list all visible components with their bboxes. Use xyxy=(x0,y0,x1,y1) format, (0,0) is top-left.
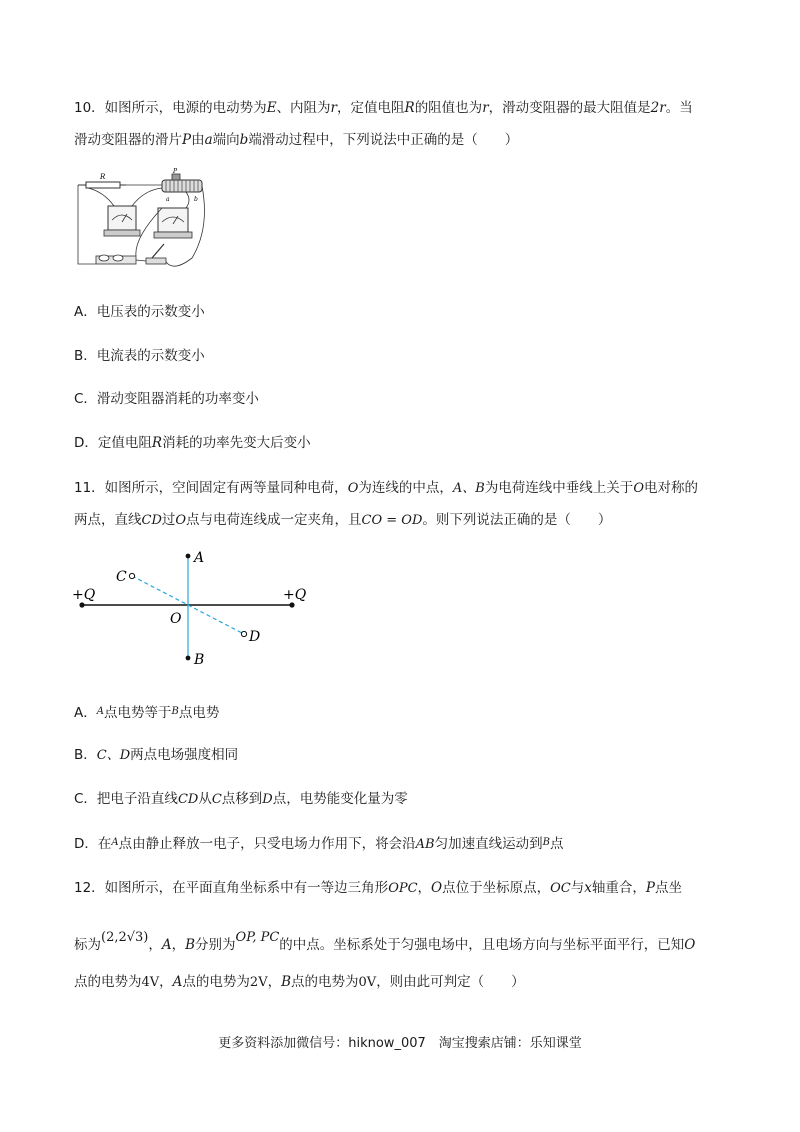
q10-circuit-figure xyxy=(74,168,214,276)
q11-charge-figure xyxy=(70,548,310,673)
q10-line-1: 10．如图所示，电源的电动势为E、内阻为r，定值电阻R的阻值也为r，滑动变阻器的最大阻值是2r。当 xyxy=(74,100,693,116)
label-b: B xyxy=(194,652,205,668)
label-d: D xyxy=(249,629,261,645)
charge-right xyxy=(289,602,294,607)
battery xyxy=(96,255,136,264)
q11-option-b[interactable]: B．C、D两点电场强度相同 xyxy=(74,747,239,763)
point-b xyxy=(186,656,191,661)
q11-option-c[interactable]: C．把电子沿直线CD从C点移到D点，电势能变化量为零 xyxy=(74,791,408,807)
label-a: A xyxy=(194,550,205,566)
point-a xyxy=(186,554,191,559)
q10-option-b[interactable]: B．电流表的示数变小 xyxy=(74,348,205,364)
q10-option-a[interactable]: A．电压表的示数变小 xyxy=(74,304,205,320)
q10-option-d[interactable]: D．定值电阻R消耗的功率先变大后变小 xyxy=(74,435,311,451)
q11-line-1: 11．如图所示，空间固定有两等量同种电荷，O为连线的中点，A、B为电荷连线中垂线上关于O电对称的 xyxy=(74,480,698,496)
q11-line-2: 两点，直线CD过O点与电荷连线成一定夹角，且CO = OD。则下列说法正确的是（ ） xyxy=(74,512,612,528)
q12-line-2: 标为(2,2√3)，A，B分别为OP, PC的中点。坐标系处于匀强电场中，且电场方向与坐标平面平行，已知O xyxy=(74,930,696,953)
label-o: O xyxy=(170,611,182,627)
point-d xyxy=(241,631,246,636)
voltmeter xyxy=(108,206,136,230)
q12-line-3: 点的电势为4V，A点的电势为2V，B点的电势为0V，则由此可判定（ ） xyxy=(74,974,525,990)
q11-option-d[interactable]: D．在$^A$点由静止释放一电子，只受电场力作用下，将会沿AB匀加速直线运动到$^B$点 xyxy=(74,836,564,852)
q10-line-2: 滑动变阻器的滑片P由a端向b端滑动过程中，下列说法中正确的是（ ） xyxy=(74,132,519,148)
q10-option-c[interactable]: C．滑动变阻器消耗的功率变小 xyxy=(74,391,259,407)
label-q-right: +Q xyxy=(283,587,307,603)
switch xyxy=(146,244,166,264)
q11-option-a[interactable]: A．$^A$点电势等于$^B$点电势 xyxy=(74,705,220,721)
svg-text:P: P xyxy=(173,168,178,175)
label-r: R xyxy=(100,173,106,181)
label-c: C xyxy=(116,569,127,585)
page-footer: 更多资料添加微信号：hiknow_007 淘宝搜索店铺：乐知课堂 xyxy=(218,1036,582,1051)
q12-line-1: 12．如图所示，在平面直角坐标系中有一等边三角形OPC，O点位于坐标原点，OC与x轴重合，P点坐 xyxy=(74,880,682,896)
svg-text:a: a xyxy=(166,196,170,203)
svg-text:b: b xyxy=(194,196,198,203)
label-q-left: +Q xyxy=(72,587,96,603)
point-c xyxy=(129,573,134,578)
ammeter xyxy=(158,208,188,232)
charge-left xyxy=(79,602,84,607)
resistor-r xyxy=(86,182,120,188)
